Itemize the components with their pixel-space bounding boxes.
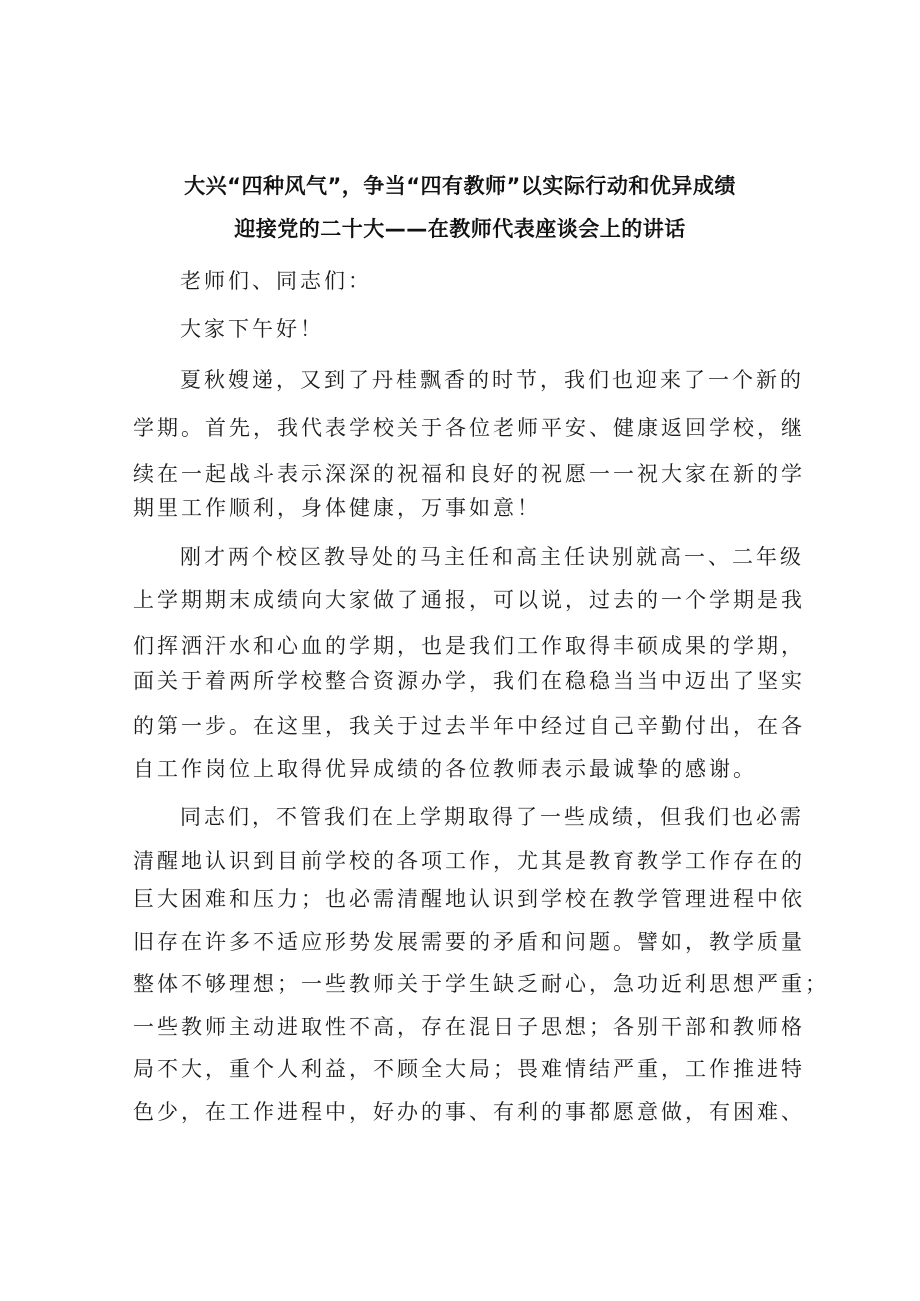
paragraph-line: 局不大，重个人利益，不顾全大局；畏难情结严重，工作推进特 xyxy=(133,1057,805,1081)
paragraph-line: 面关于着两所学校整合资源办学，我们在稳稳当当中迈出了坚实 xyxy=(133,669,805,693)
paragraph-line: 自工作岗位上取得优异成绩的各位教师表示最诚挚的感谢。 xyxy=(133,757,757,781)
paragraph-line: 巨大困难和压力；也必需清醒地认识到学校在教学管理进程中依 xyxy=(133,887,805,911)
paragraph-line: 同志们，不管我们在上学期取得了一些成绩，但我们也必需 xyxy=(180,805,804,829)
paragraph-line: 的第一步。在这里，我关于过去半年中经过自己辛勤付出，在各 xyxy=(133,714,805,738)
greeting: 大家下午好！ xyxy=(180,317,324,341)
paragraph-line: 一些教师主动进取性不高，存在混日子思想；各别干部和教师格 xyxy=(133,1015,805,1039)
paragraph-line: 学期。首先，我代表学校关于各位老师平安、健康返回学校，继 xyxy=(133,416,805,440)
paragraph-line: 色少，在工作进程中，好办的事、有利的事都愿意做，有困难、 xyxy=(133,1100,805,1124)
paragraph-line: 夏秋嫂递，又到了丹桂飘香的时节，我们也迎来了一个新的 xyxy=(180,368,804,392)
paragraph-line: 们挥洒汗水和心血的学期，也是我们工作取得丰硕成果的学期， xyxy=(133,634,805,658)
paragraph-line: 旧存在许多不适应形势发展需要的矛盾和问题。譬如，教学质量 xyxy=(133,930,805,954)
paragraph-line: 整体不够理想；一些教师关于学生缺乏耐心，急功近利思想严重； xyxy=(133,972,829,996)
salutation: 老师们、同志们： xyxy=(180,269,372,293)
paragraph-line: 期里工作顺利，身体健康，万事如意！ xyxy=(133,496,541,520)
title-line-2: 迎接党的二十大——在教师代表座谈会上的讲话 xyxy=(234,217,686,241)
paragraph-line: 续在一起战斗表示深深的祝福和良好的祝愿一一祝大家在新的学 xyxy=(133,462,805,486)
paragraph-line: 刚才两个校区教导处的马主任和高主任诀别就高一、二年级 xyxy=(180,545,804,569)
paragraph-line: 清醒地认识到目前学校的各项工作，尤其是教育教学工作存在的 xyxy=(133,849,805,873)
title-line-1: 大兴“四种风气”，争当“四有教师”以实际行动和优异成绩 xyxy=(184,174,736,198)
paragraph-line: 上学期期末成绩向大家做了通报，可以说，过去的一个学期是我 xyxy=(133,588,805,612)
